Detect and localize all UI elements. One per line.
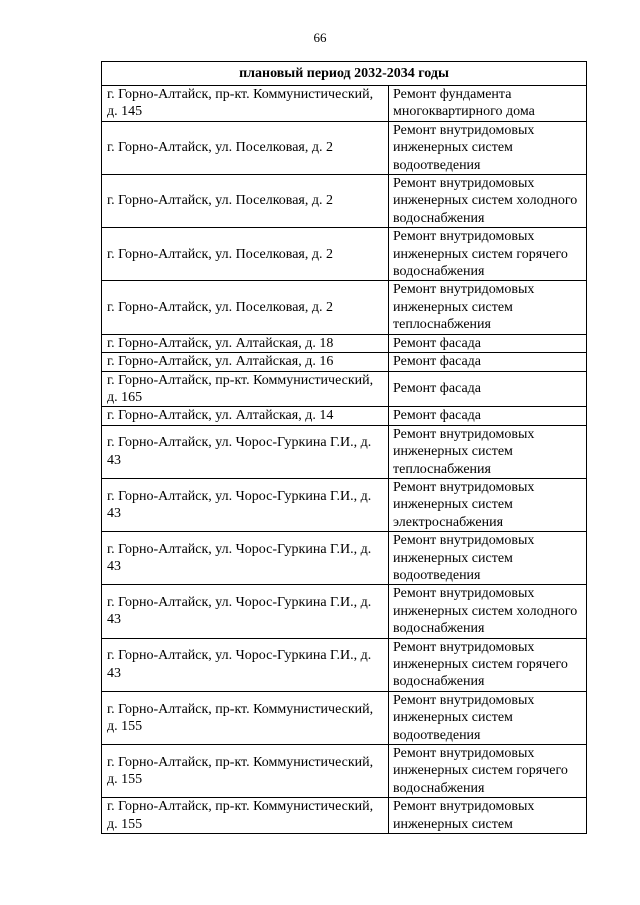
table-row [102, 353, 587, 371]
period-header-row [102, 62, 587, 86]
work-type-cell: Ремонт внутридомовых инженерных систем [389, 798, 587, 834]
work-type-cell: Ремонт фасада [389, 353, 587, 371]
address-cell: г. Горно-Алтайск, ул. Чорос-Гуркина Г.И., д. 43 [102, 532, 389, 585]
work-type-cell: Ремонт фундамента многоквартирного дома [389, 86, 587, 122]
work-type-cell: Ремонт фасада [389, 407, 587, 425]
address-cell: г. Горно-Алтайск, ул. Чорос-Гуркина Г.И., д. 43 [102, 425, 389, 478]
address-cell: г. Горно-Алтайск, ул. Поселковая, д. 2 [102, 121, 389, 174]
work-type-cell: Ремонт внутридомовых инженерных систем холодного водоснабжения [389, 585, 587, 638]
table-row [102, 281, 587, 334]
address-cell: г. Горно-Алтайск, ул. Поселковая, д. 2 [102, 281, 389, 334]
work-type-cell: Ремонт внутридомовых инженерных систем электроснабжения [389, 478, 587, 531]
repair-plan-table [101, 61, 587, 834]
work-type-cell: Ремонт фасада [389, 334, 587, 352]
table-row [102, 228, 587, 281]
address-cell: г. Горно-Алтайск, пр-кт. Коммунистический, д. 155 [102, 691, 389, 744]
table-row [102, 175, 587, 228]
table-row [102, 691, 587, 744]
work-type-cell: Ремонт внутридомовых инженерных систем водоотведения [389, 691, 587, 744]
work-type-cell: Ремонт внутридомовых инженерных систем горячего водоснабжения [389, 228, 587, 281]
table-row [102, 121, 587, 174]
table-row [102, 798, 587, 834]
address-cell: г. Горно-Алтайск, ул. Алтайская, д. 18 [102, 334, 389, 352]
address-cell: г. Горно-Алтайск, ул. Алтайская, д. 16 [102, 353, 389, 371]
address-cell: г. Горно-Алтайск, пр-кт. Коммунистический, д. 165 [102, 371, 389, 407]
work-type-cell: Ремонт внутридомовых инженерных систем горячего водоснабжения [389, 638, 587, 691]
table-row [102, 407, 587, 425]
table-row [102, 745, 587, 798]
table-row [102, 638, 587, 691]
table-row [102, 585, 587, 638]
table-row [102, 425, 587, 478]
work-type-cell: Ремонт внутридомовых инженерных систем теплоснабжения [389, 425, 587, 478]
table-row [102, 334, 587, 352]
address-cell: г. Горно-Алтайск, ул. Чорос-Гуркина Г.И., д. 43 [102, 585, 389, 638]
table-row [102, 371, 587, 407]
address-cell: г. Горно-Алтайск, пр-кт. Коммунистический, д. 155 [102, 745, 389, 798]
table-row [102, 86, 587, 122]
address-cell: г. Горно-Алтайск, ул. Алтайская, д. 14 [102, 407, 389, 425]
period-header: плановый период 2032-2034 годы [102, 62, 587, 86]
work-type-cell: Ремонт внутридомовых инженерных систем теплоснабжения [389, 281, 587, 334]
address-cell: г. Горно-Алтайск, ул. Чорос-Гуркина Г.И., д. 43 [102, 638, 389, 691]
address-cell: г. Горно-Алтайск, ул. Поселковая, д. 2 [102, 228, 389, 281]
table-row [102, 478, 587, 531]
address-cell: г. Горно-Алтайск, ул. Поселковая, д. 2 [102, 175, 389, 228]
table-row [102, 532, 587, 585]
page-number: 66 [313, 30, 327, 45]
address-cell: г. Горно-Алтайск, пр-кт. Коммунистический, д. 155 [102, 798, 389, 834]
work-type-cell: Ремонт внутридомовых инженерных систем водоотведения [389, 532, 587, 585]
work-type-cell: Ремонт внутридомовых инженерных систем водоотведения [389, 121, 587, 174]
work-type-cell: Ремонт фасада [389, 371, 587, 407]
work-type-cell: Ремонт внутридомовых инженерных систем холодного водоснабжения [389, 175, 587, 228]
address-cell: г. Горно-Алтайск, ул. Чорос-Гуркина Г.И., д. 43 [102, 478, 389, 531]
repair-plan-body [102, 62, 587, 834]
work-type-cell: Ремонт внутридомовых инженерных систем горячего водоснабжения [389, 745, 587, 798]
address-cell: г. Горно-Алтайск, пр-кт. Коммунистический, д. 145 [102, 86, 389, 122]
